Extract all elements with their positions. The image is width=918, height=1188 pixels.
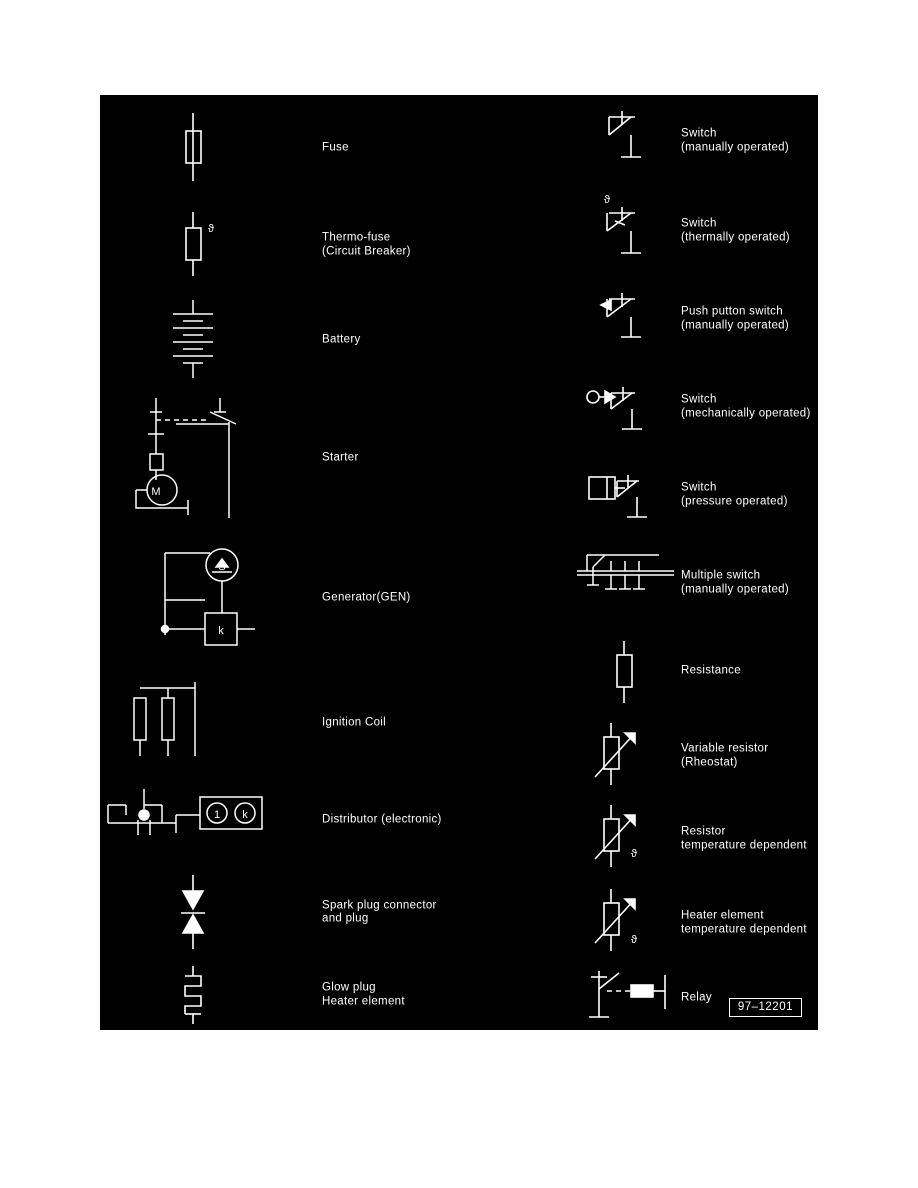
legend-row-distributor: [100, 775, 459, 865]
generator-symbol: [100, 525, 320, 670]
svg-text:ϑ: ϑ: [631, 848, 638, 860]
legend-label: Battery: [322, 333, 361, 346]
legend-row-switch-pressure: [459, 451, 818, 539]
legend-label: Fuse: [322, 140, 349, 153]
legend-row-starter: [100, 390, 459, 525]
svg-text:M: M: [151, 486, 161, 498]
legend-label: Resistor temperature dependent: [681, 825, 807, 851]
legend-row-generator: [100, 525, 459, 670]
symbol-legend-plate: [100, 95, 818, 1030]
legend-label: Variable resistor (Rheostat): [681, 742, 769, 768]
ignition-coil-symbol: [100, 670, 320, 775]
glow-plug-symbol: [100, 960, 320, 1030]
legend-label: Thermo-fuse (Circuit Breaker): [322, 231, 411, 257]
legend-row-switch-mechanical: [459, 363, 818, 451]
resistance-symbol: [459, 627, 679, 715]
legend-label: Distributor (electronic): [322, 813, 442, 826]
switch-manual-symbol: [459, 95, 679, 187]
legend-label: Resistance: [681, 664, 741, 677]
right-symbol-column: [459, 95, 818, 1030]
legend-row-fuse: [100, 95, 459, 200]
legend-label: Multiple switch (manually operated): [681, 569, 789, 595]
switch-mechanical-symbol: [459, 363, 679, 451]
battery-symbol: [100, 290, 320, 390]
push-button-switch-symbol: [459, 275, 679, 363]
legend-label: Glow plug Heater element: [322, 981, 405, 1007]
svg-text:ϑ: ϑ: [631, 934, 638, 946]
legend-label: Push putton switch (manually operated): [681, 305, 789, 331]
svg-text:k: k: [218, 625, 224, 637]
legend-row-battery: [100, 290, 459, 390]
legend-row-switch-thermal: [459, 187, 818, 275]
thermo-fuse-symbol: [100, 200, 320, 290]
legend-row-switch-manual: [459, 95, 818, 187]
svg-text:ϑ: ϑ: [603, 194, 611, 206]
legend-label: Relay: [681, 990, 712, 1003]
starter-symbol: [100, 390, 320, 525]
spark-plug-symbol: [100, 865, 320, 960]
legend-label: Switch (thermally operated): [681, 217, 790, 243]
variable-resistor-symbol: [459, 715, 679, 797]
svg-text:ϑ: ϑ: [208, 223, 215, 235]
multiple-switch-symbol: [459, 539, 679, 627]
legend-row-ignition-coil: [100, 670, 459, 775]
legend-label: Starter: [322, 450, 359, 463]
legend-label: Generator(GEN): [322, 590, 411, 603]
legend-label: Heater element temperature dependent: [681, 909, 807, 935]
relay-symbol: [459, 965, 679, 1030]
legend-label: Spark plug connector and plug: [322, 899, 437, 925]
legend-label: Ignition Coil: [322, 715, 386, 728]
legend-label: Switch (pressure operated): [681, 481, 788, 507]
legend-row-glow-plug: [100, 960, 459, 1030]
legend-row-thermo-fuse: [100, 200, 459, 290]
legend-row-heater-element: [459, 881, 818, 965]
legend-label: Switch (manually operated): [681, 127, 789, 153]
svg-text:1: 1: [213, 809, 221, 821]
resistor-temperature-symbol: [459, 797, 679, 881]
left-symbol-column: [100, 95, 459, 1030]
legend-label: Switch (mechanically operated): [681, 393, 811, 419]
legend-row-multiple-switch: [459, 539, 818, 627]
distributor-symbol: [100, 775, 320, 865]
legend-row-spark-plug: [100, 865, 459, 960]
svg-text:k: k: [242, 809, 248, 821]
legend-row-variable-resistor: [459, 715, 818, 797]
legend-row-push-button-switch: [459, 275, 818, 363]
legend-row-resistor-temperature: [459, 797, 818, 881]
heater-element-symbol: [459, 881, 679, 965]
switch-thermal-symbol: [459, 187, 679, 275]
legend-row-resistance: [459, 627, 818, 715]
svg-text:S: S: [218, 561, 226, 573]
switch-pressure-symbol: [459, 451, 679, 539]
figure-code-badge: 97–12201: [729, 998, 802, 1017]
fuse-symbol: [100, 95, 320, 200]
